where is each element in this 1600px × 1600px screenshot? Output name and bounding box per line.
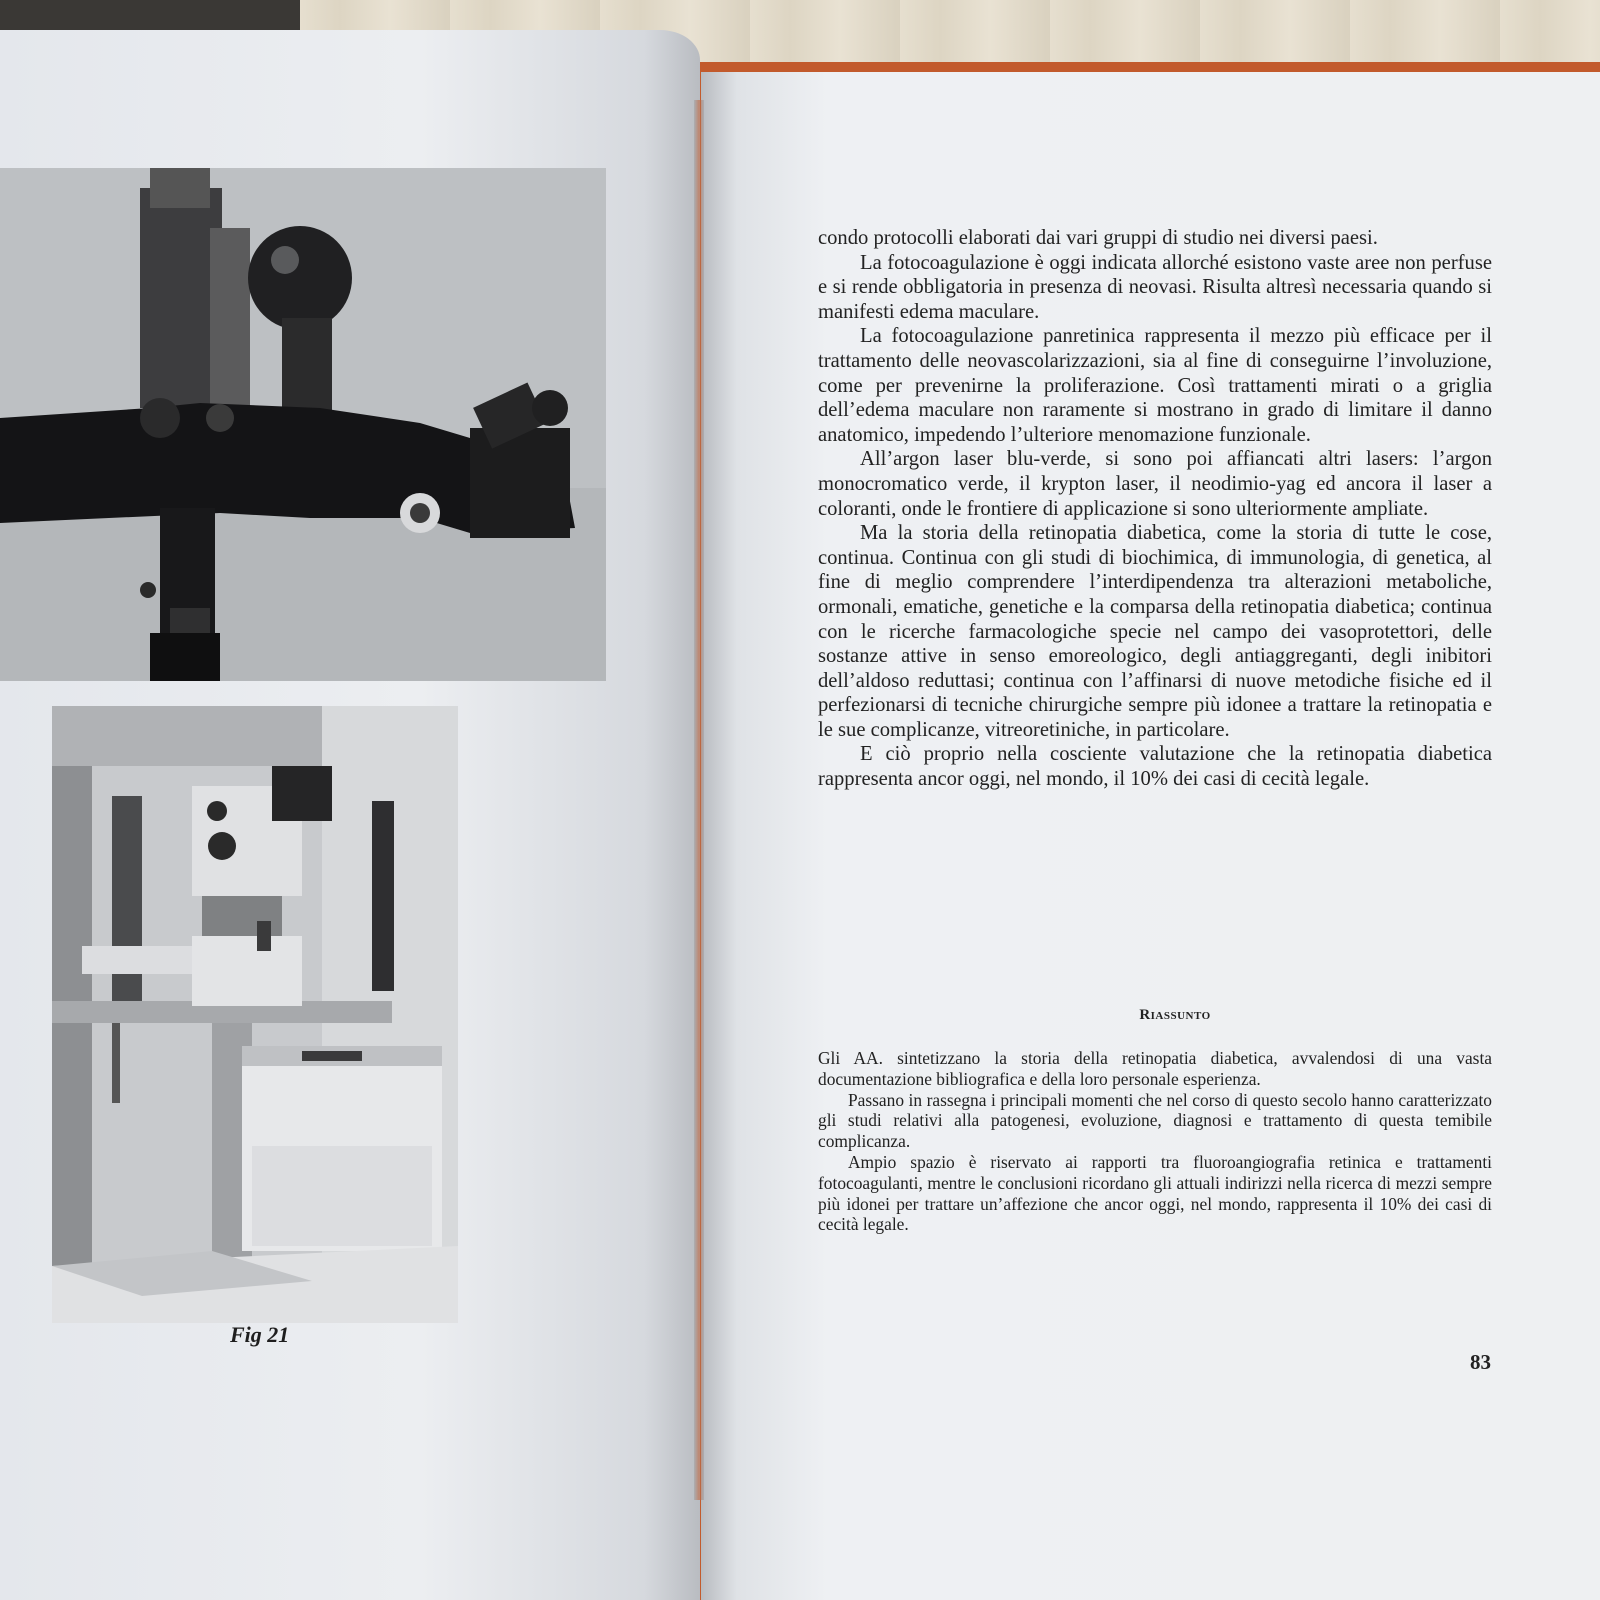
summary-paragraph: Passano in rassegna i principali momenti che nel corso di questo secolo hanno caratterizzato gli studi relativi alla patogenesi, evoluzione, diagnosi e trattamento di questa temibile complicanza. (818, 1089, 1492, 1152)
summary-paragraph: Gli AA. sintetizzano la storia della retinopatia diabetica, avvalendosi di una vasta documentazione bibliografica e della loro personale esperienza. (818, 1048, 1492, 1089)
summary-text (818, 1048, 1492, 1235)
laser-console-illustration (52, 706, 458, 1323)
paragraph: condo protocolli elaborati dai vari gruppi di studio nei diversi paesi. (818, 227, 1378, 249)
paragraph: E ciò proprio nella cosciente valutazione che la retinopatia diabetica rappresenta ancor oggi, nel mondo, il 10% dei casi di cecità legale. (818, 743, 1492, 791)
book-gutter (694, 100, 704, 1500)
page-number: 83 (1470, 1350, 1491, 1374)
microscope-illustration (0, 168, 606, 681)
paragraph: Ma la storia della retinopatia diabetica, come la storia di tutte le cose, continua. Continua con gli studi di biochimica, di immunologia, di genetica, al fine di meglio comprendere l’interdipendenza tra alterazioni metaboliche, ormonali, ematiche, genetiche e la comparsa della retinopatia diabetica; continua con le ricerche farmacologiche specie nel campo dei vasoprotettori, delle sostanze attive in senso emoreologico, degli antiaggreganti, degli inibitori dell’aldoso reduttasi; continua con l’affinarsi di nuove metodiche fisiche ed il perfezionarsi di tecniche chirurgiche sempre più idonee a trattare la retinopatia e le sue complicanze, vitreoretiniche, in particolare. (818, 522, 1492, 741)
figure-caption: Fig 21 (230, 1322, 290, 1347)
body-text (818, 226, 1492, 792)
bleed-through-text (460, 690, 660, 712)
paragraph: All’argon laser blu-verde, si sono poi affiancati altri lasers: l’argon monocromatico verde, il krypton laser, il neodimio-yag ed ancora il laser a coloranti, onde le frontiere di applicazione si sono ulteriormente ampliate. (818, 448, 1492, 520)
summary-paragraph: Ampio spazio è riservato ai rapporti tra fluoroangiografia retinica e trattamenti fotocoagulanti, mentre le conclusioni ricordano gli attuali indirizzi nella ricerca di mezzi sempre più idonei per trattare un’affezione che ancor oggi, nel mondo, rappresenta il 10% dei casi di cecità legale. (818, 1151, 1492, 1235)
summary-heading: Riassunto (1139, 1007, 1211, 1023)
paragraph: La fotocoagulazione panretinica rappresenta il mezzo più efficace per il trattamento delle neovascolarizzazioni, sia al fine di conseguirne l’involuzione, come per prevenirne la proliferazione. Così trattamenti mirati o a griglia dell’edema maculare non raramente si mostrano in grado di limitare il danno anatomico, impedendo l’ulteriore menomazione funzionale. (818, 325, 1492, 446)
microscope-photo (0, 168, 606, 681)
paragraph: La fotocoagulazione è oggi indicata allorché esistono vaste aree non perfuse e si rende obbligatoria in presenza di neovasi. Risulta altresì necessaria quando si manifesti edema maculare. (818, 251, 1492, 323)
laser-console-photo (52, 706, 458, 1323)
